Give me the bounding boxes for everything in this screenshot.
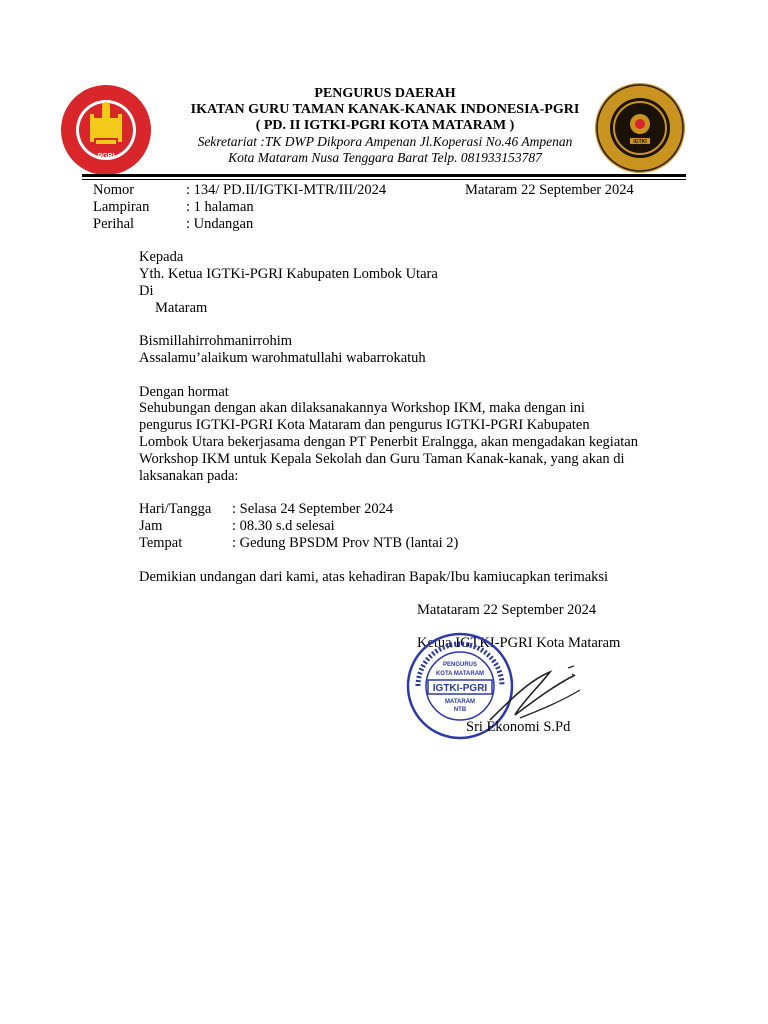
body-line: Workshop IKM untuk Kepala Sekolah dan Guru Taman Kanak-kanak, yang akan di — [139, 451, 625, 467]
stamp-main-text: IGTKI-PGRI — [432, 683, 488, 694]
igtki-logo-label: IGTKI — [633, 139, 647, 145]
recipient-name: Yth. Ketua IGTKi-PGRI Kabupaten Lombok Utara — [139, 266, 438, 282]
body-line: Sehubungan dengan akan dilaksanakannya Workshop IKM, maka dengan ini — [139, 400, 585, 416]
signature-title: Ketua IGTKI-PGRI Kota Mataram — [417, 635, 621, 651]
closing-text: Demikian undangan dari kami, atas kehadiran Bapak/Ibu kamiucapkan terimaksi — [139, 569, 609, 585]
recipient-di: Di — [139, 283, 154, 299]
body-line: pengurus IGTKI-PGRI Kota Mataram dan pengurus IGTKI-PGRI Kabupaten — [139, 417, 590, 433]
event-day-value: : Selasa 24 September 2024 — [232, 501, 394, 517]
recipient-city: Mataram — [155, 300, 208, 316]
greeting-basmalah: Bismillahirrohmanirrohim — [139, 333, 293, 349]
perihal-label: Perihal — [93, 216, 135, 232]
stamp-ntb-text: NTB — [453, 707, 467, 713]
body-line: laksanakan pada: — [139, 468, 239, 484]
event-place-label: Tempat — [139, 535, 183, 551]
letterhead-org-branch: ( PD. II IGTKI-PGRI KOTA MATARAM ) — [255, 118, 515, 133]
perihal-value: : Undangan — [186, 216, 254, 232]
greeting-salam: Assalamu’alaikum warohmatullahi wabarrokatuh — [139, 350, 426, 366]
letterhead-org-level: PENGURUS DAERAH — [314, 86, 456, 101]
pgri-logo-label: PGRI — [97, 153, 115, 160]
letterhead-divider-thin — [82, 179, 686, 180]
letterhead-address: Sekretariat :TK DWP Dikpora Ampenan Jl.Koperasi No.46 Ampenan — [197, 134, 573, 149]
igtki-logo — [594, 82, 686, 174]
recipient-kepada: Kepada — [139, 249, 184, 265]
letterhead-divider-thick — [82, 174, 686, 177]
nomor-value: : 134/ PD.II/IGTKI-MTR/III/2024 — [186, 182, 387, 198]
stamp-mataram-text: MATARAM — [444, 699, 476, 705]
nomor-label: Nomor — [93, 182, 135, 198]
signatory-name: Sri Ekonomi S.Pd — [466, 719, 571, 735]
event-day-label: Hari/Tangga — [139, 501, 212, 517]
pgri-logo — [60, 84, 152, 176]
letterhead-org-name: IKATAN GURU TAMAN KANAK-KANAK INDONESIA-PGRI — [190, 102, 580, 117]
letterhead-contact: Kota Mataram Nusa Tenggara Barat Telp. 081933153787 — [228, 150, 542, 165]
body-opening: Dengan hormat — [139, 384, 229, 400]
lampiran-value: : 1 halaman — [186, 199, 254, 215]
letter-date: Mataram 22 September 2024 — [465, 182, 634, 198]
event-time-label: Jam — [139, 518, 163, 534]
signature-date: Matataram 22 September 2024 — [417, 602, 597, 618]
stamp-city-text: KOTA MATARAM — [435, 671, 485, 677]
event-time-value: : 08.30 s.d selesai — [232, 518, 335, 534]
body-line: Lombok Utara bekerjasama dengan PT Penerbit Eralngga, akan mengadakan kegiatan — [139, 434, 638, 450]
stamp-pengurus-text: PENGURUS — [442, 662, 478, 668]
lampiran-label: Lampiran — [93, 199, 150, 215]
event-place-value: : Gedung BPSDM Prov NTB (lantai 2) — [232, 535, 459, 551]
